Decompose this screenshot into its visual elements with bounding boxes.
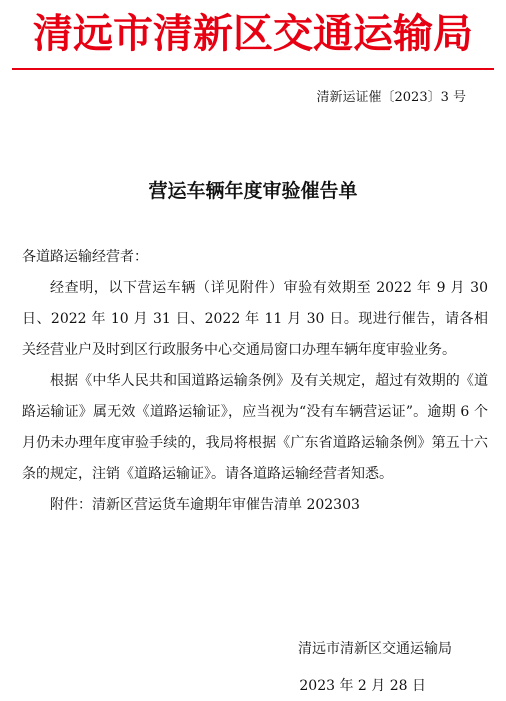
letterhead-divider bbox=[12, 68, 494, 70]
salutation: 各道路运输经营者： bbox=[22, 249, 148, 265]
document-title: 营运车辆年度审验催告单 bbox=[148, 180, 358, 202]
paragraph-regulation: 根据《中华人民共和国道路运输条例》及有关规定，超过有效期的《道路运输证》属无效《道路运输证》，应当视为“没有车辆营运证”。逾期 6 个月仍未办理年度审验手续的，我局将根据《广东省道路运输条例》第五十六条的规定，注销《道路运输证》。请各道路运输经营者知悉。 bbox=[22, 373, 488, 482]
document-body bbox=[22, 242, 488, 521]
signature-organization: 清远市清新区交通运输局 bbox=[298, 641, 452, 657]
signature-date: 2023 年 2 月 28 日 bbox=[299, 678, 426, 694]
attachment-line: 附件：清新区营运货车逾期年审催告清单 202303 bbox=[50, 497, 360, 513]
paragraph-notice: 经查明，以下营运车辆（详见附件）审验有效期至 2022 年 9 月 30 日、2022 年 10 月 31 日、2022 年 11 月 30 日。现进行催告，请各相关经营业户及时到区行政服务中心交通局窗口办理车辆年度审验业务。 bbox=[22, 280, 488, 358]
letterhead: 清远市清新区交通运输局 bbox=[33, 10, 473, 57]
document-number: 清新运证催〔2023〕3 号 bbox=[316, 90, 466, 105]
